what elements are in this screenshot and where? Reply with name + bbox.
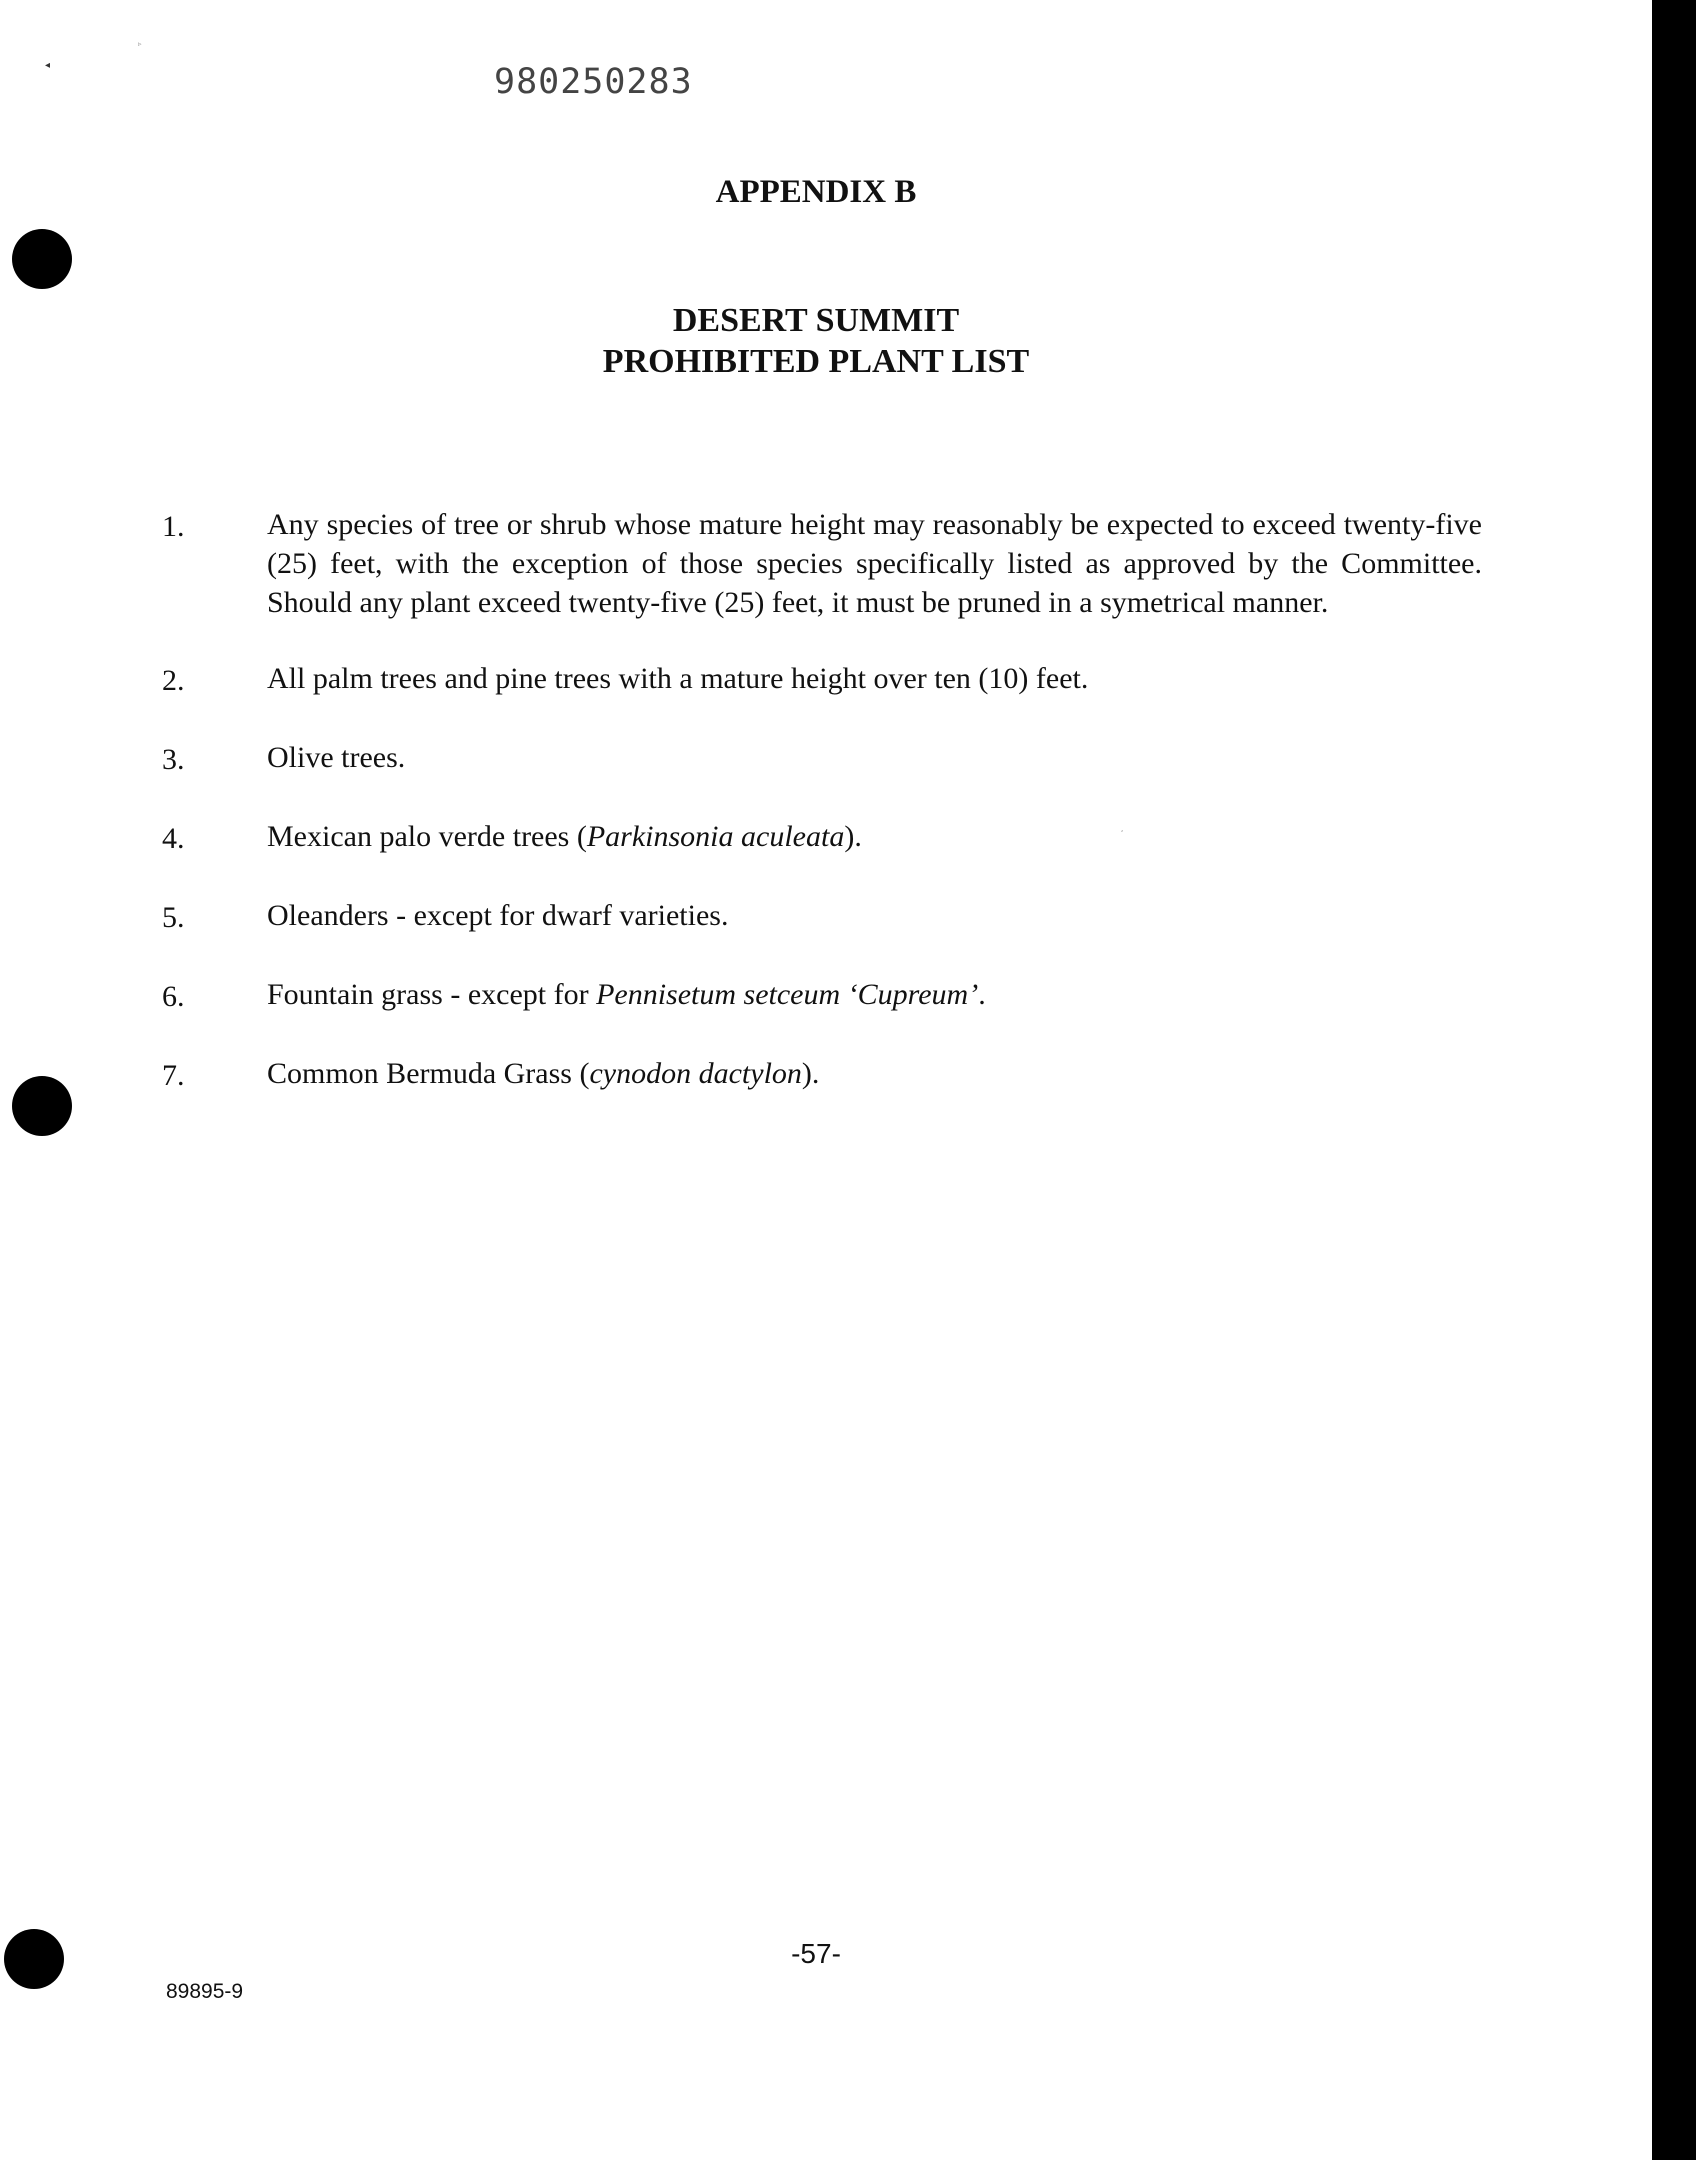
list-item-text-after: ). [801,1057,820,1090]
document-stamp-number: 980250283 [494,62,693,102]
list-item-text-before: Common Bermuda Grass ( [267,1057,590,1090]
species-name: Pennisetum setceum ‘Cupreum’ [596,978,979,1011]
punch-hole [12,1076,72,1136]
list-item-text-after: ). [844,820,862,853]
document-code: 89895-9 [166,1980,244,2003]
punch-hole [12,229,72,289]
list-item [162,659,1482,700]
scan-edge-border [1652,0,1696,2160]
list-item [162,975,1482,1016]
list-item-text: Any species of tree or shrub whose mature height may reasonably be expected to exceed twenty-five (25) feet, with the exception of those species specifically listed as approved by the Committee. Should any plant exceed twenty-five (25) feet, it must be pruned in a symetrical manner. [267,508,1482,619]
list-item [162,896,1482,937]
list-item-text-after: . [978,978,986,1011]
list-item-text [267,817,1482,856]
list-item-number: 5. [162,901,185,934]
scan-mark: , [1121,825,1124,833]
list-item-number: 2. [162,664,185,697]
title-line-1: DESERT SUMMIT [672,302,960,339]
list-item [162,1054,1482,1095]
list-item-number: 7. [162,1059,185,1092]
list-item-number: 1. [162,510,185,543]
list-item-number: 3. [162,743,185,776]
list-item-text: Oleanders - except for dwarf varieties. [267,899,729,932]
list-item [162,505,1482,622]
list-item-text [267,1054,1482,1093]
list-item-text-before: Mexican palo verde trees ( [267,820,587,853]
list-item-number: 6. [162,980,185,1013]
list-item-number: 4. [162,822,185,855]
scan-mark: ◂ [45,60,51,71]
list-item [162,817,1482,858]
list-item-text-before: Fountain grass - except for [267,978,597,1011]
list-item-text: Olive trees. [267,741,406,774]
scan-mark: ▹ [138,40,142,48]
page-title [0,300,1632,382]
list-item-text: All palm trees and pine trees with a mature height over ten (10) feet. [267,662,1089,695]
list-item [162,738,1482,779]
title-line-2: PROHIBITED PLANT LIST [602,343,1030,380]
appendix-heading: APPENDIX B [715,174,917,210]
species-name: cynodon dactylon [589,1057,802,1090]
page-number: -57- [791,1938,841,1969]
list-item-text [267,975,1482,1014]
prohibited-plant-list [162,505,1482,1095]
species-name: Parkinsonia aculeata [586,820,845,853]
